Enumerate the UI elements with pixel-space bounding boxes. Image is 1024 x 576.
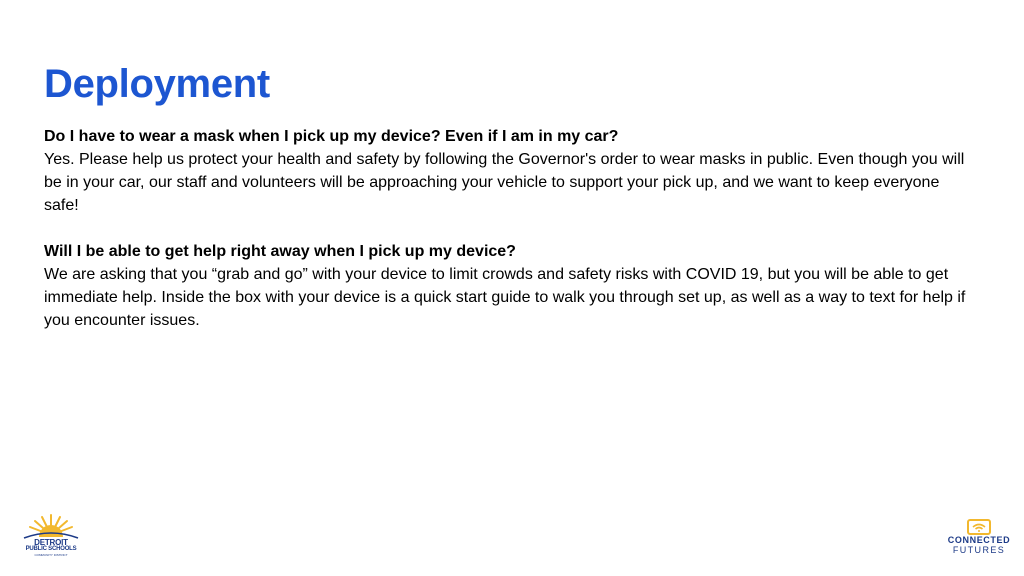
logo-text-detroit: DETROIT <box>34 538 68 547</box>
sun-icon <box>20 513 82 539</box>
detroit-public-schools-logo <box>20 513 82 557</box>
faq-answer: We are asking that you “grab and go” with your device to limit crowds and safety risks with COVID 19, but you will be able to get immediate help. Inside the box with your device is a quick start guide to walk you through set up, as well as a way to text for help if you encounter issues. <box>44 266 966 329</box>
faq-item <box>44 125 974 217</box>
logo-text-public-schools: PUBLIC SCHOOLS <box>25 546 77 552</box>
faq-answer: Yes. Please help us protect your health and safety by following the Governor's order to wear masks in public. Even though you will be in your car, our staff and volunteers will be approaching your vehicle to support your pick up, and we want to keep everyone safe! <box>44 151 965 214</box>
faq-question: Will I be able to get help right away when I pick up my device? <box>44 243 516 260</box>
logo-text-community-district: COMMUNITY DISTRICT <box>34 553 68 557</box>
wifi-device-icon <box>942 519 1016 535</box>
connected-futures-logo <box>942 519 1016 563</box>
page-title: Deployment <box>44 62 270 106</box>
faq-section <box>44 125 974 332</box>
faq-question: Do I have to wear a mask when I pick up my device? Even if I am in my car? <box>44 128 619 145</box>
logo-text-futures: FUTURES <box>952 545 1006 555</box>
faq-item <box>44 240 974 332</box>
logo-text-connected: CONNECTED <box>947 535 1011 545</box>
